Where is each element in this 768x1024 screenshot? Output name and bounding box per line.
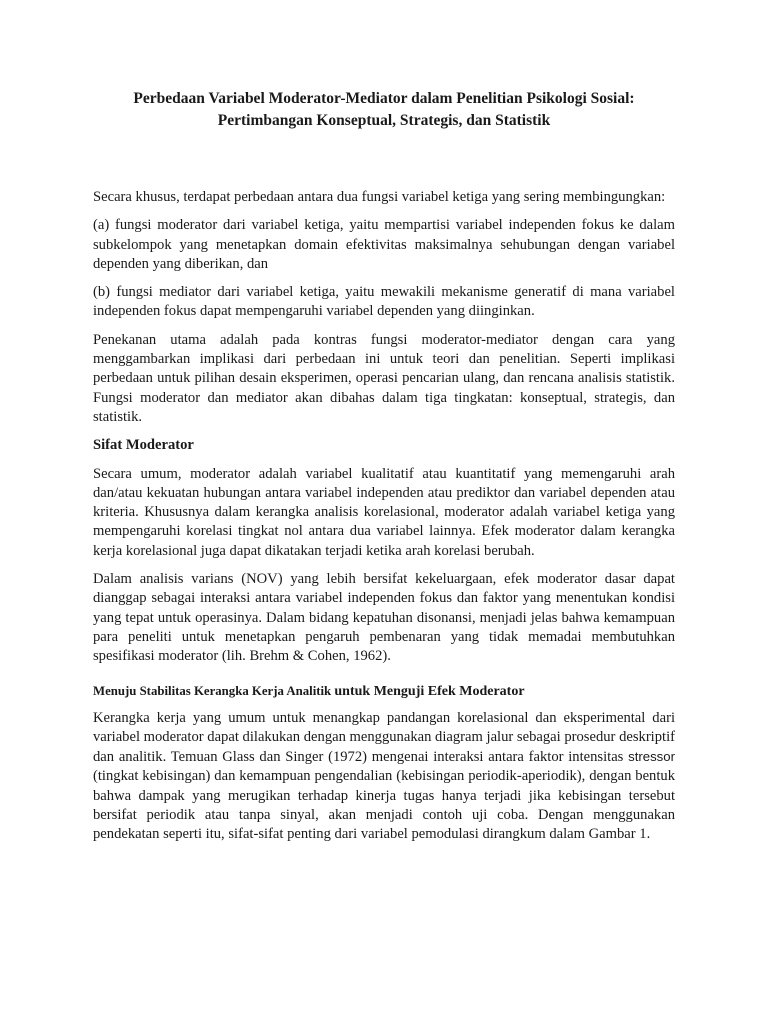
list-item-a: (a) fungsi moderator dari variabel ketiga, yaitu mempartisi variabel independen fokus ke dalam subkelompok yang menetapkan domain efektivitas maksimalnya sehubungan dengan variabel dependen yang diberikan, dan [93,217,675,272]
emphasis-paragraph: Penekanan utama adalah pada kontras fungsi moderator-mediator dengan cara yang menggambarkan implikasi dari perbedaan ini untuk teori dan penelitian. Seperti implikasi perbedaan untuk pilihan desain eksperimen, operasi pencarian ulang, dan rencana analisis statistik. Fungsi moderator dan mediator akan dibahas dalam tiga tingkatan: konseptual, strategis, dan statistik. [93,331,675,425]
framework-text-end: (tingkat kebisingan) dan kemampuan pengendalian (kebisingan periodik-aperiodik), dengan bentuk bahwa dampak yang merugikan terhadap kinerja tugas hanya terjadi jika kebisingan tersebut bersifat periodik atau tanpa sinyal, akan menjadi contoh uji coba. Dengan menggunakan pendekatan seperti itu, sifat-sifat penting dari variabel pemodulasi dirangkum dalam Gambar 1. [93,768,675,843]
stressor-term: stressor [628,749,675,765]
heading-part-2: untuk Menguji Efek Moderator [334,683,525,699]
anova-paragraph: Dalam analisis varians (NOV) yang lebih bersifat kekeluargaan, efek moderator dasar dapat dianggap sebagai interaksi antara variabel independen fokus dan faktor yang menentukan kondisi yang tepat untuk operasinya. Dalam bidang kepatuhan disonansi, menjadi jelas bahwa kemampuan para peneliti untuk menetapkan pengaruh pembenaran yang tidak memadai membutuhkan spesifikasi moderator (lih. Brehm & Cohen, 1962). [93,571,675,665]
heading-part-1: Menuju Stabilitas Kerangka Kerja Analitik [93,683,335,698]
section-heading-analytic-framework [93,681,675,701]
framework-paragraph [93,709,675,845]
framework-text-start: Kerangka kerja yang umum untuk menangkap pandangan korelasional dan eksperimental dari variabel moderator dapat dilakukan dengan menggunakan diagram jalur sebagai prosedur deskriptif dan analitik. Temuan Glass dan Singer (1972) mengenai interaksi antara faktor intensitas [93,709,675,766]
title-line-1: Perbedaan Variabel Moderator-Mediator dalam Penelitian Psikologi Sosial: [133,90,635,107]
document-title [80,88,688,132]
list-item-b: (b) fungsi mediator dari variabel ketiga, yaitu mewakili mekanisme generatif di mana variabel independen fokus dapat mempengaruhi variabel dependen yang diinginkan. [93,284,675,320]
moderator-definition-paragraph: Secara umum, moderator adalah variabel kualitatif atau kuantitatif yang memengaruhi arah dan/atau kekuatan hubungan antara variabel independen atau prediktor dan variabel dependen atau kriteria. Khususnya dalam kerangka analisis korelasional, moderator adalah variabel ketiga yang mempengaruhi korelasi tingkat nol antara dua variabel lainnya. Efek moderator dalam kerangka kerja korelasional juga dapat dikatakan terjadi ketika arah korelasi berubah. [93,465,675,559]
section-heading-sifat-moderator: Sifat Moderator [93,437,194,454]
document-body [93,188,675,854]
title-line-2: Pertimbangan Konseptual, Strategis, dan Statistik [217,112,551,129]
intro-paragraph: Secara khusus, terdapat perbedaan antara dua fungsi variabel ketiga yang sering membingungkan: [93,189,666,205]
